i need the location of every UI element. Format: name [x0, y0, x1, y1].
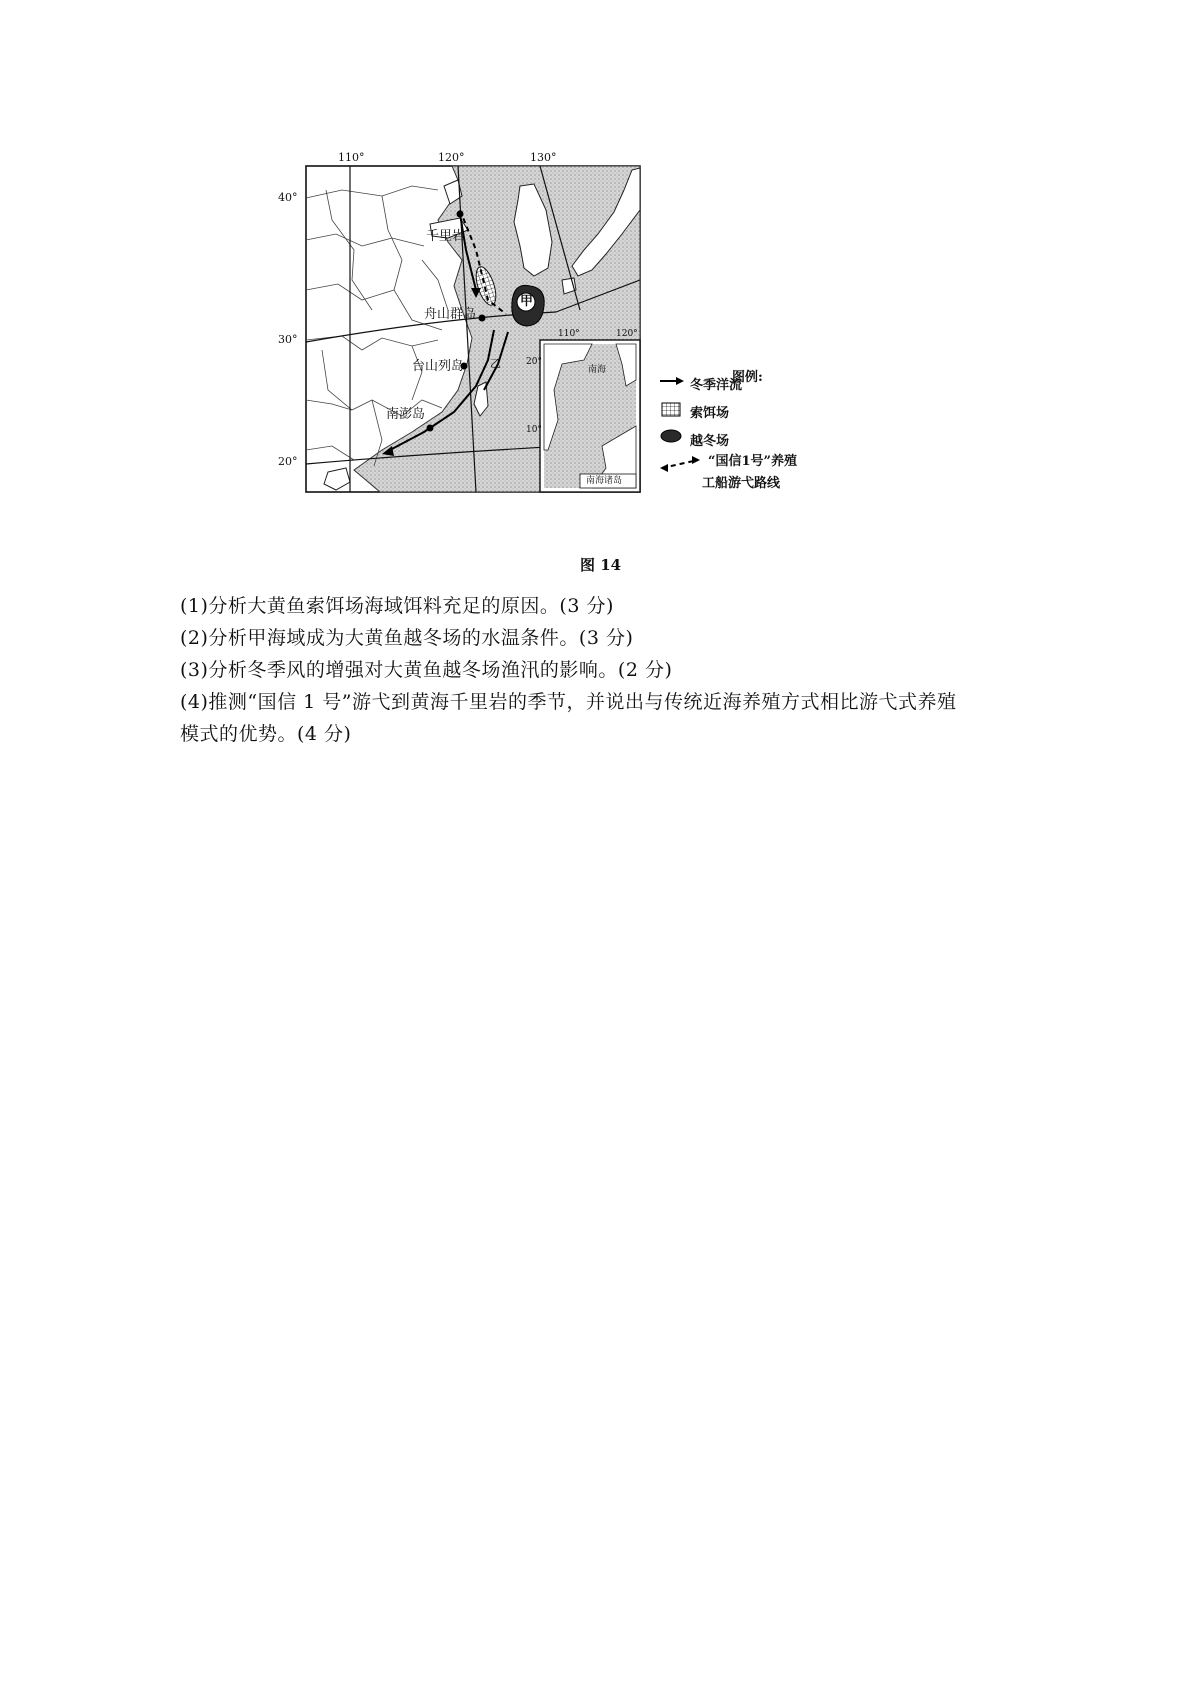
question-1: (1)分析大黄鱼索饵场海域饵料充足的原因。(3 分)	[180, 595, 614, 617]
legend-item-route-1: “国信1号”养殖	[708, 454, 798, 469]
question-4: (4)推测“国信 1 号”游弋到黄海千里岩的季节，并说出与传统近海养殖方式相比游弋式养殖	[180, 691, 957, 713]
map-figure	[262, 150, 942, 580]
lon-label-120: 120°	[438, 151, 465, 164]
place-label-zhoushan: 舟山群岛	[424, 307, 477, 322]
question-list	[180, 590, 1040, 750]
question-2: (2)分析甲海域成为大黄鱼越冬场的水温条件。(3 分)	[180, 627, 634, 649]
inset-lon-120: 120°	[616, 329, 638, 339]
place-label-nanpeng: 南澎岛	[386, 407, 426, 422]
place-label-taishan: 台山列岛	[412, 359, 465, 374]
lon-label-130: 130°	[530, 151, 557, 164]
question-4-continued: 模式的优势。(4 分)	[180, 723, 352, 745]
legend-item-wintering: 越冬场	[690, 434, 730, 449]
legend-item-feeding: 索饵场	[690, 406, 730, 421]
lat-label-30: 30°	[278, 333, 298, 346]
inset-bottom-label: 南海诸岛	[586, 476, 623, 486]
lat-label-20: 20°	[278, 455, 298, 468]
lon-label-110: 110°	[338, 151, 365, 164]
inset-lat-10: 10°	[526, 425, 542, 435]
legend-item-current: 冬季洋流	[690, 378, 743, 393]
place-label-jia: 甲	[520, 294, 534, 309]
lat-label-40: 40°	[278, 191, 298, 204]
figure-caption: 图 14	[580, 556, 622, 574]
legend-item-route-2: 工船游弋路线	[702, 476, 781, 491]
place-label-qianliyan: 千里岩	[426, 229, 466, 244]
inset-lon-110: 110°	[558, 329, 580, 339]
inset-lat-20: 20°	[526, 357, 542, 367]
legend-title: 图例:	[732, 370, 763, 385]
place-label-yi: 乙	[490, 357, 501, 370]
inset-title: 南海	[588, 365, 607, 375]
question-3: (3)分析冬季风的增强对大黄鱼越冬场渔汛的影响。(2 分)	[180, 659, 673, 681]
